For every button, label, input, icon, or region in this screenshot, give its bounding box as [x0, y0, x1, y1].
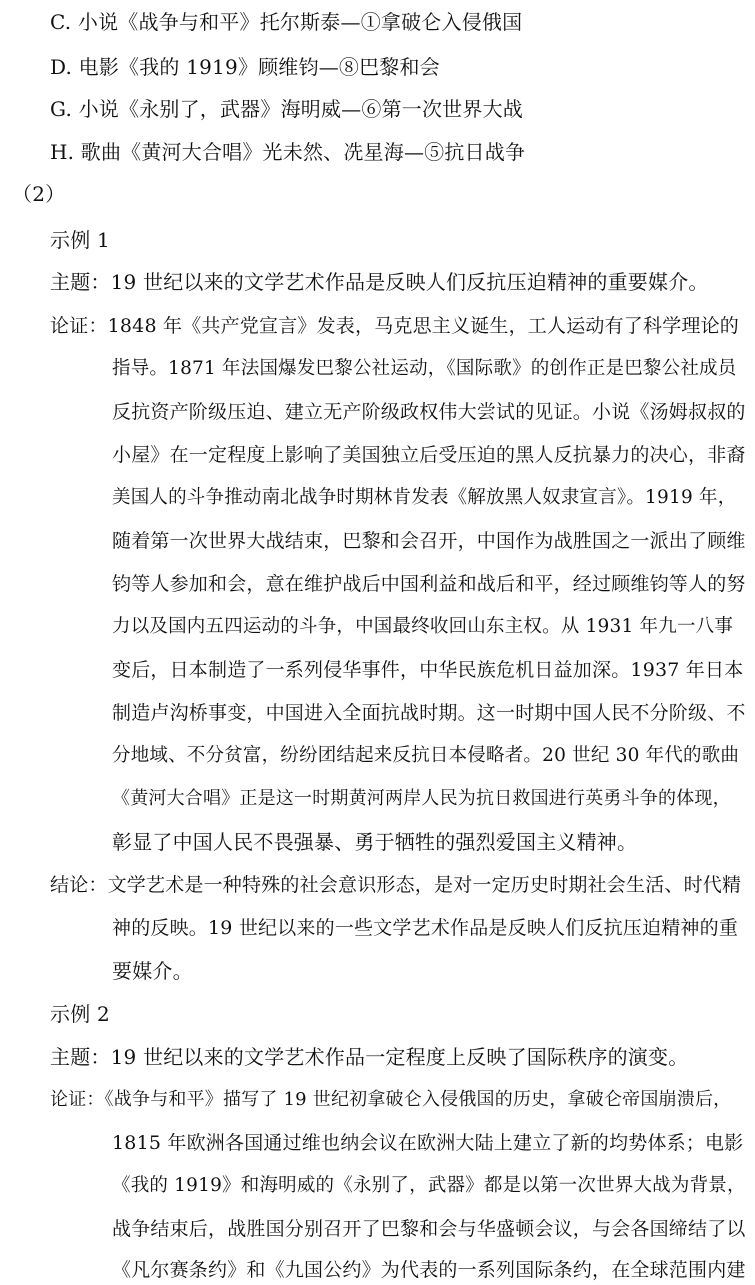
example-1-argument-line: 反抗资产阶级压迫、建立无产阶级政权伟大尝试的见证。小说《汤姆叔叔的 [112, 401, 746, 423]
option-h: H. 歌曲《黄河大合唱》光未然、冼星海—⑤抗日战争 [50, 140, 526, 164]
part-label: （2） [12, 182, 66, 206]
example-2-argument-line: 《凡尔赛条约》和《九国公约》为代表的一系列国际条约，在全球范围内建 [112, 1259, 746, 1281]
example-1-argument-line: 制造卢沟桥事变，中国进入全面抗战时期。这一时期中国人民不分阶级、不 [112, 702, 746, 724]
example-1-argument-line: 分地域、不分贫富，纷纷团结起来反抗日本侵略者。20 世纪 30 年代的歌曲 [112, 745, 740, 766]
example-1-heading: 示例 1 [50, 228, 110, 252]
example-1-argument-line: 彰显了中国人民不畏强暴、勇于牺牲的强烈爱国主义精神。 [112, 830, 638, 854]
example-1-argument-line: 力以及国内五四运动的斗争，中国最终收回山东主权。从 1931 年九一八事 [112, 616, 734, 637]
example-1-argument-line: 《黄河大合唱》正是这一时期黄河两岸人民为抗日救国进行英勇斗争的体现， [112, 788, 731, 809]
example-2-argument-line: 1815 年欧洲各国通过维也纳会议在欧洲大陆上建立了新的均势体系；电影 [112, 1132, 744, 1154]
example-1-argument-line: 美国人的斗争推动南北战争时期林肯发表《解放黑人奴隶宣言》。1919 年， [112, 487, 737, 508]
example-1-conclusion-line: 结论：文学艺术是一种特殊的社会意识形态，是对一定历史时期社会生活、时代精 [50, 874, 742, 896]
example-1-theme: 主题：19 世纪以来的文学艺术作品是反映人们反抗压迫精神的重要媒介。 [50, 270, 709, 294]
option-g: G. 小说《永别了，武器》海明威—⑥第一次世界大战 [50, 97, 523, 121]
example-1-argument-line: 钧等人参加和会，意在维护战后中国利益和战后和平，经过顾维钧等人的努 [112, 573, 746, 595]
example-1-argument-line: 指导。1871 年法国爆发巴黎公社运动，《国际歌》的创作正是巴黎公社成员 [112, 358, 737, 379]
example-2-heading: 示例 2 [50, 1002, 110, 1026]
example-1-argument-line: 随着第一次世界大战结束，巴黎和会召开，中国作为战胜国之一派出了顾维 [112, 530, 746, 552]
example-2-argument-line: 战争结束后，战胜国分别召开了巴黎和会与华盛顿会议，与会各国缔结了以 [112, 1218, 746, 1240]
example-2-argument-line: 论证：《战争与和平》描写了 19 世纪初拿破仑入侵俄国的历史，拿破仑帝国崩溃后， [50, 1089, 732, 1110]
example-1-conclusion-line: 神的反映。19 世纪以来的一些文学艺术作品是反映人们反抗压迫精神的重 [112, 917, 739, 939]
example-1-argument-line: 论证：1848 年《共产党宣言》发表，马克思主义诞生，工人运动有了科学理论的 [50, 315, 739, 337]
example-2-theme: 主题：19 世纪以来的文学艺术作品一定程度上反映了国际秩序的演变。 [50, 1045, 689, 1069]
example-1-argument-line: 变后，日本制造了一系列侵华事件，中华民族危机日益加深。1937 年日本 [112, 659, 744, 681]
option-d: D. 电影《我的 1919》顾维钧—⑧巴黎和会 [50, 55, 440, 79]
example-1-argument-line: 小屋》在一定程度上影响了美国独立后受压迫的黑人反抗暴力的决心，非裔 [112, 444, 746, 466]
option-c: C. 小说《战争与和平》托尔斯泰—①拿破仑入侵俄国 [50, 10, 523, 34]
example-1-conclusion-line: 要媒介。 [112, 959, 193, 983]
example-2-argument-line: 《我的 1919》和海明威的《永别了，武器》都是以第一次世界大战为背景， [112, 1175, 746, 1196]
